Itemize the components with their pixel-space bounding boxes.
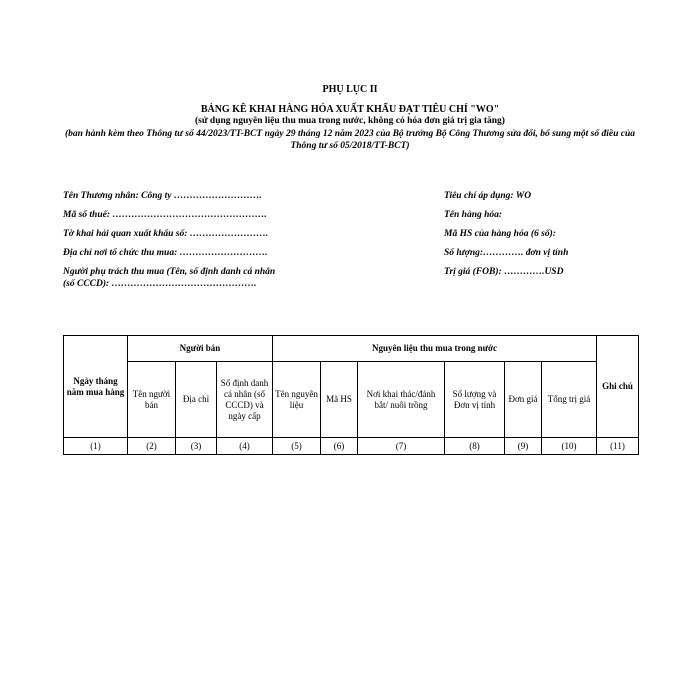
header-note: Ghi chú (597, 336, 639, 438)
header-material-name: Tên nguyên liệu (273, 362, 321, 438)
col-number: (10) (542, 438, 597, 455)
header-material-origin: Nơi khai thác/đánh bắt/ nuôi trồng (358, 362, 445, 438)
header-material-quantity: Số lượng và Đơn vị tính (445, 362, 505, 438)
col-number: (2) (128, 438, 176, 455)
header-seller-name: Tên người bán (128, 362, 176, 438)
appendix-label: PHỤ LỤC II (322, 84, 378, 95)
header-date: Ngày tháng năm mua hàng (64, 336, 128, 438)
col-number: (7) (358, 438, 445, 455)
field-quantity: Số lượng:…………. đơn vị tính (444, 248, 569, 258)
col-number: (6) (321, 438, 358, 455)
field-customs-declaration: Tờ khai hải quan xuất khẩu số: ……………………. (63, 229, 269, 239)
col-number: (3) (176, 438, 217, 455)
form-title: BẢNG KÊ KHAI HÀNG HÓA XUẤT KHẨU ĐẠT TIÊU CHÍ "WO" (200, 104, 500, 115)
legal-note: (ban hành kèm theo Thông tư số 44/2023/TT-BCT ngày 29 tháng 12 năm 2023 của Bộ trưởng Bộ Công Thương sửa đổi, bổ sung một số điều của Thông tư số 05/2018/TT-BCT) (65, 129, 635, 151)
header-material-unit-price: Đơn giá (505, 362, 542, 438)
declaration-table (63, 335, 639, 455)
header-seller-id: Số định danh cá nhân (số CCCD) và ngày cấp (217, 362, 273, 438)
header-group-seller: Người bán (128, 336, 273, 362)
field-fob-value: Trị giá (FOB): ………….USD (444, 267, 564, 277)
field-purchase-manager: Người phụ trách thu mua (Tên, số định danh cá nhân (số CCCD): ………………………………………. (63, 267, 276, 289)
col-number: (1) (64, 438, 128, 455)
field-merchant-name: Tên Thương nhân: Công ty ………………………. (63, 191, 262, 201)
field-goods-name: Tên hàng hóa: (444, 210, 503, 220)
field-tax-code: Mã số thuế: …………………………………………. (63, 210, 267, 220)
header-material-hs: Mã HS (321, 362, 358, 438)
col-number: (5) (273, 438, 321, 455)
col-number: (4) (217, 438, 273, 455)
form-subtitle: (sử dụng nguyên liệu thu mua trong nước, không có hóa đơn giá trị gia tăng) (195, 116, 505, 126)
field-hs-code: Mã HS của hàng hóa (6 số): (444, 229, 556, 239)
header-seller-address: Địa chỉ (176, 362, 217, 438)
field-purchase-address: Địa chỉ nơi tổ chức thu mua: ………………………. (63, 248, 268, 258)
col-number: (11) (597, 438, 639, 455)
col-number: (9) (505, 438, 542, 455)
col-number: (8) (445, 438, 505, 455)
header-material-total: Tổng trị giá (542, 362, 597, 438)
field-criteria: Tiêu chí áp dụng: WO (444, 191, 532, 201)
header-group-material: Nguyên liệu thu mua trong nước (273, 336, 597, 362)
